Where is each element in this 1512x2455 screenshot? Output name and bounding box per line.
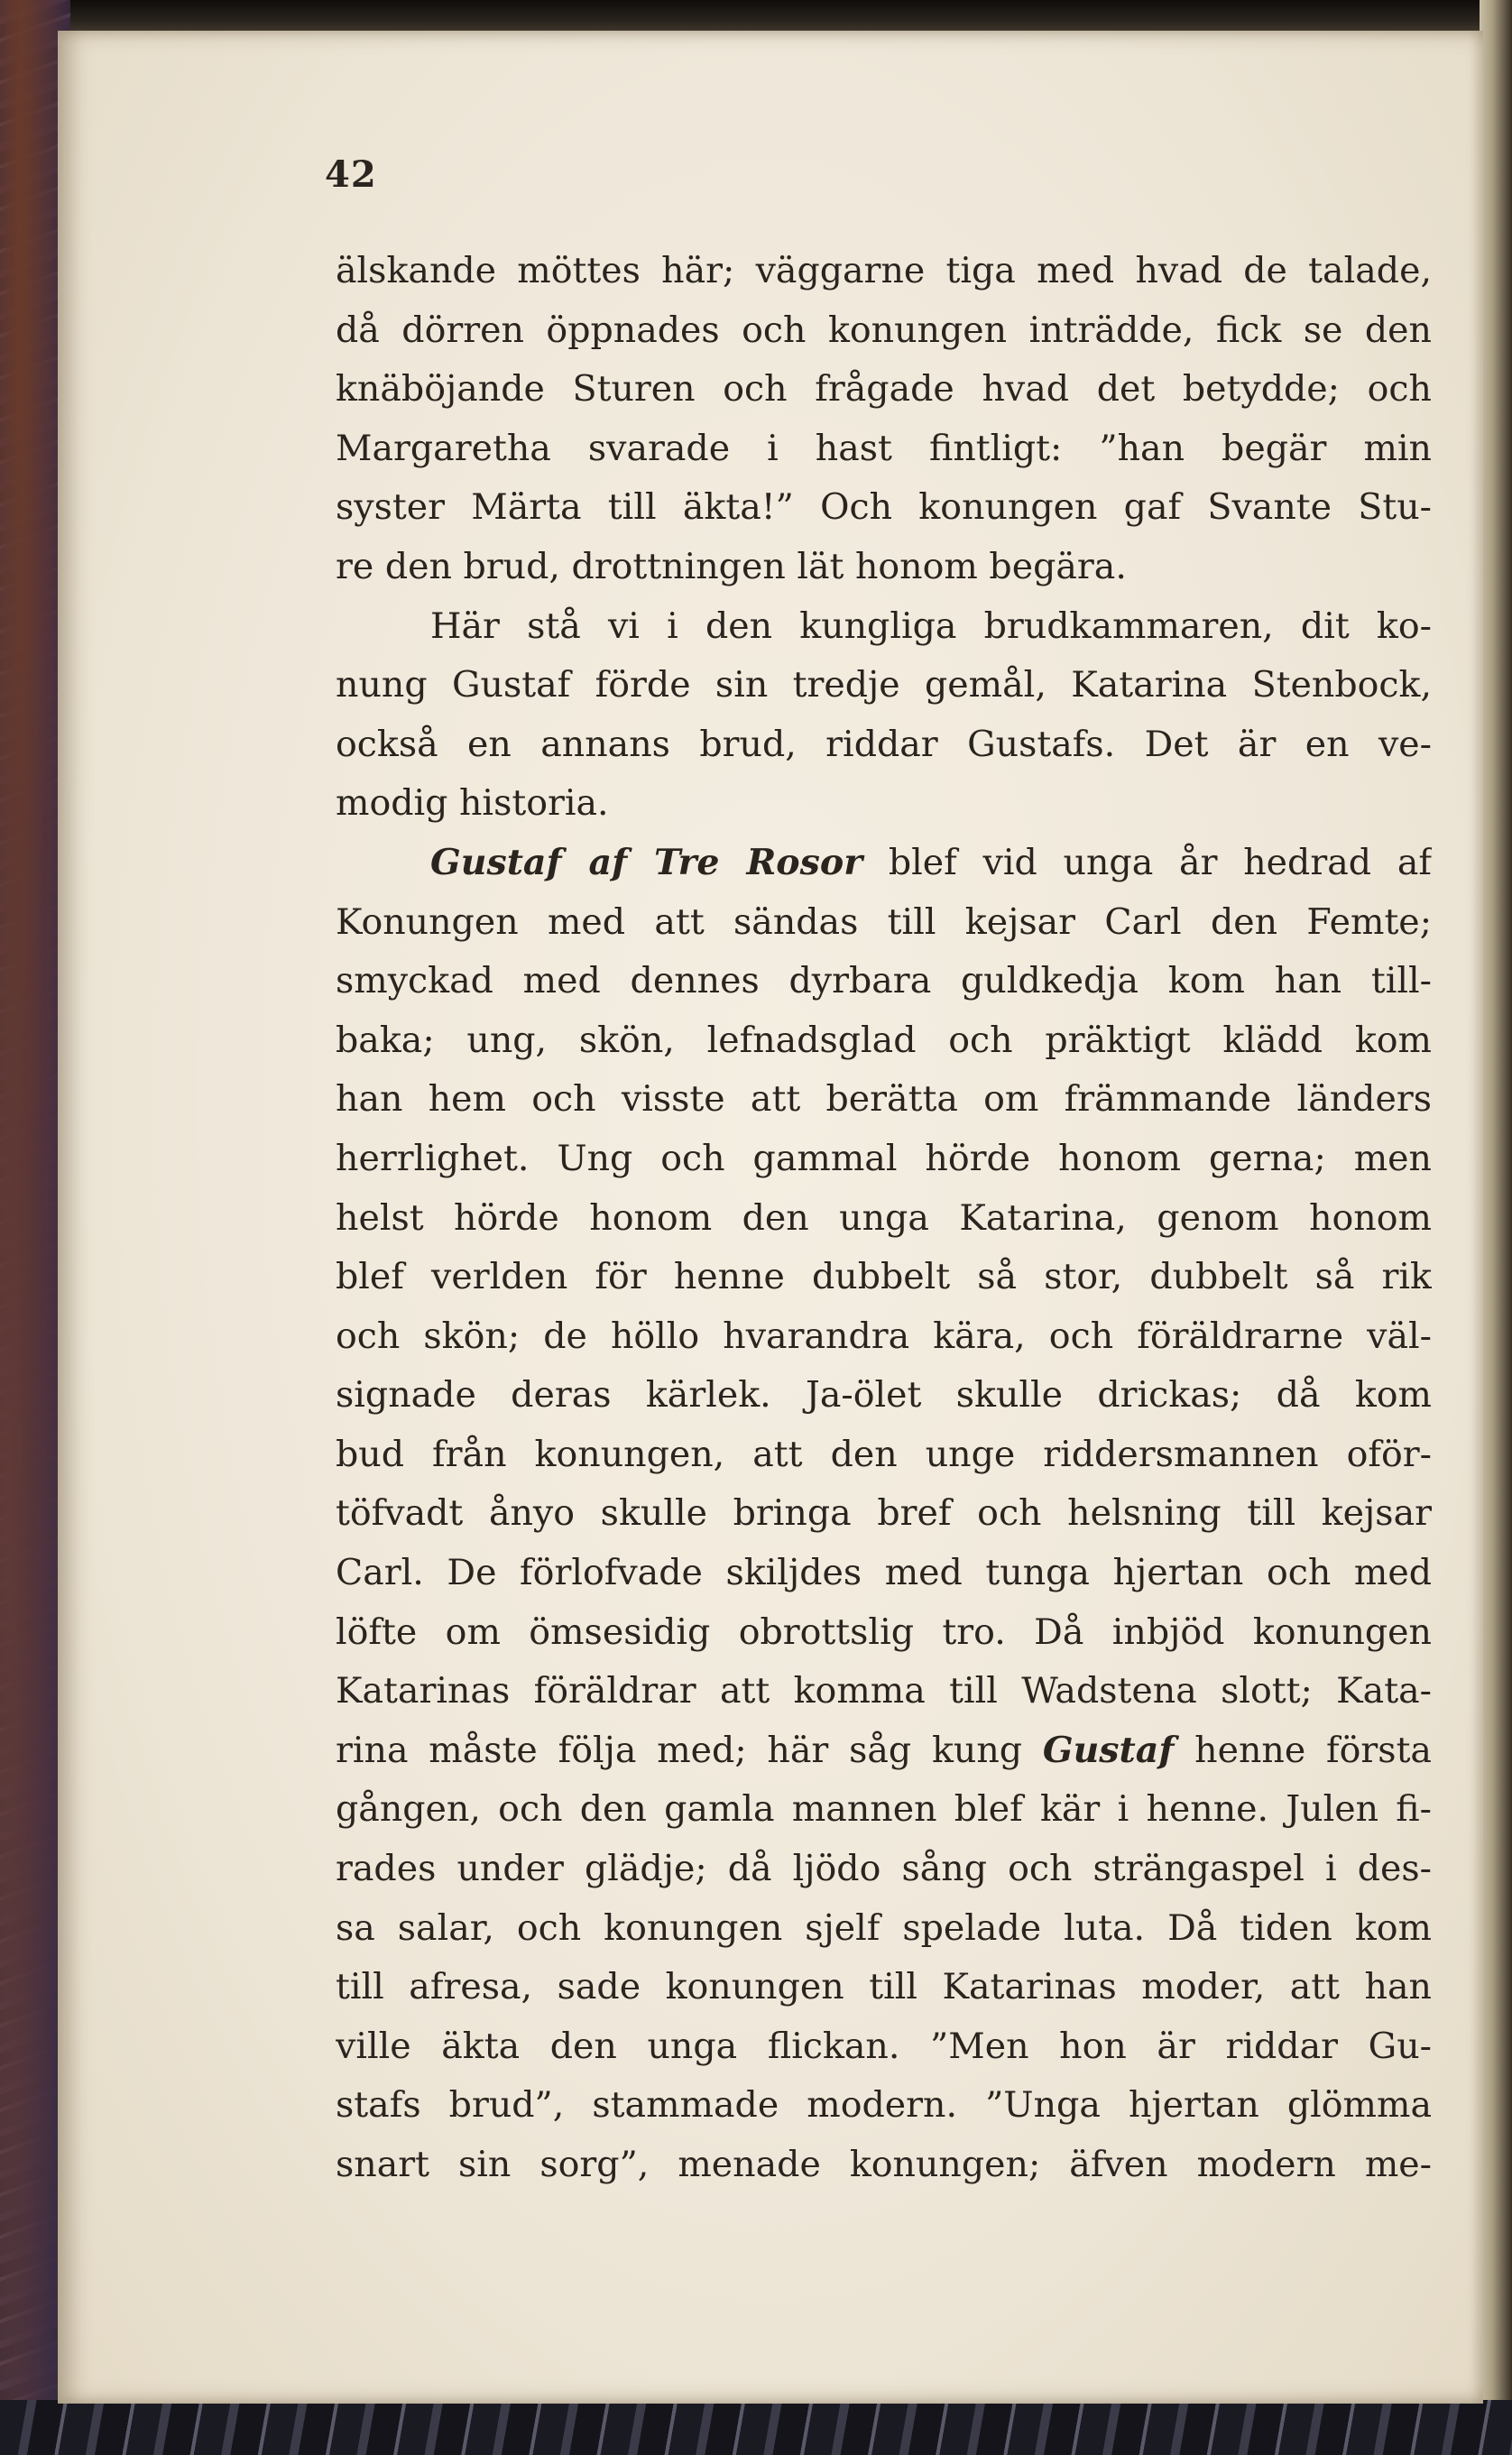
- italic-name: Gustaf af Tre Rosor: [430, 841, 863, 883]
- text-line-15: han hem och visste att berätta om främmande länders: [336, 1078, 1432, 1121]
- text-line-6: re den brud, drottningen lät honom begära.: [336, 545, 1127, 587]
- italic-name: Gustaf: [1042, 1729, 1175, 1771]
- text-line-28: rades under glädje; då ljödo sång och strängaspel i des-: [336, 1848, 1432, 1890]
- text-line-30: till afresa, sade konungen till Katarinas moder, att han: [336, 1966, 1432, 2008]
- text-line-21: bud från konungen, att den unge riddersmannen oför-: [336, 1433, 1432, 1475]
- text-line-2: då dörren öppnades och konungen inträdde, fick se den: [336, 309, 1432, 351]
- text-line-8: nung Gustaf förde sin tredje gemål, Katarina Stenbock,: [336, 664, 1432, 706]
- body-text: [336, 242, 1432, 2195]
- text-line-14: baka; ung, skön, lefnadsglad och präktigt klädd kom: [336, 1019, 1432, 1061]
- text-line-29: sa salar, och konungen sjelf spelade luta. Då tiden kom: [336, 1906, 1432, 1949]
- text-line-4: Margaretha svarade i hast fintligt: ”han begär min: [336, 427, 1432, 469]
- text-line-7: Här stå vi i den kungliga brudkammaren, dit ko-: [430, 605, 1432, 647]
- text-line-9: också en annans brud, riddar Gustafs. Det är en ve-: [336, 723, 1432, 765]
- text-line-11: Gustaf af Tre Rosor blef vid unga år hedrad af: [430, 841, 1432, 883]
- scan-bottom-edge: [0, 2400, 1512, 2455]
- text-line-10: modig historia.: [336, 782, 609, 825]
- text-line-22: töfvadt ånyo skulle bringa bref och helsning till kejsar: [336, 1492, 1432, 1535]
- text-line-12: Konungen med att sändas till kejsar Carl den Femte;: [336, 900, 1432, 943]
- text-line-26: rina måste följa med; här såg kung Gustaf henne första: [336, 1729, 1432, 1771]
- text-line-18: blef verlden för henne dubbelt så stor, dubbelt så rik: [336, 1256, 1432, 1298]
- text-line-3: knäböjande Sturen och frågade hvad det betydde; och: [336, 368, 1432, 411]
- text-line-31: ville äkta den unga flickan. ”Men hon är riddar Gu-: [336, 2025, 1432, 2067]
- page-number: 42: [325, 153, 377, 196]
- text-line-5: syster Märta till äkta!” Och konungen gaf Svante Stu-: [336, 486, 1432, 529]
- text-line-25: Katarinas föräldrar att komma till Wadstena slott; Kata-: [336, 1670, 1432, 1712]
- text-line-16: herrlighet. Ung och gammal hörde honom gerna; men: [336, 1137, 1432, 1179]
- text-line-33: snart sin sorg”, menade konungen; äfven modern me-: [336, 2144, 1432, 2185]
- text-line-23: Carl. De förlofvade skiljdes med tunga hjertan och med: [336, 1552, 1432, 1594]
- text-line-20: signade deras kärlek. Ja-ölet skulle drickas; då kom: [336, 1374, 1432, 1417]
- text-line-24: löfte om ömsesidig obrottslig tro. Då inbjöd konungen: [336, 1611, 1432, 1653]
- text-line-13: smyckad med dennes dyrbara guldkedja kom han till-: [336, 960, 1432, 1002]
- text-line-27: gången, och den gamla mannen blef kär i henne. Julen fi-: [336, 1788, 1432, 1831]
- text-line-17: helst hörde honom den unga Katarina, genom honom: [336, 1196, 1432, 1239]
- text-line-1: älskande möttes här; väggarne tiga med hvad de talade,: [336, 250, 1432, 291]
- text-line-19: och skön; de höllo hvarandra kära, och föräldrarne väl-: [336, 1315, 1432, 1357]
- text-line-32: stafs brud”, stammade modern. ”Unga hjertan glömma: [336, 2084, 1432, 2127]
- page-right-edge: [1480, 0, 1512, 2455]
